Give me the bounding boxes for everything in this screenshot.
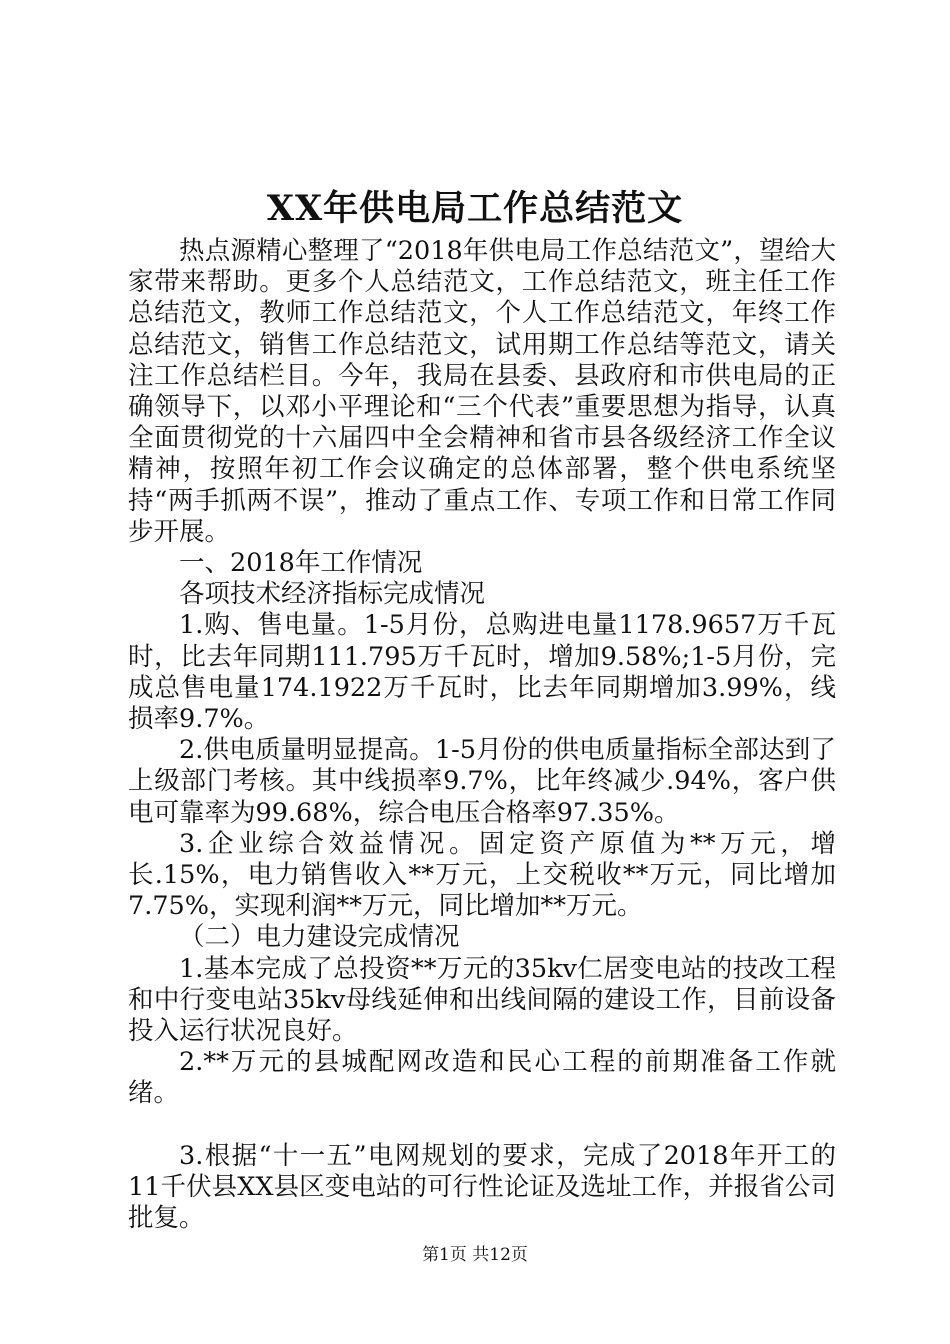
paragraph-item-2: 2.供电质量明显提高。1-5月份的供电质量指标全部达到了上级部门考核。其中线损率9.7%，比年终减少.94%，客户供电可靠率为99.68%，综合电压合格率97.35%。 (128, 735, 836, 828)
construction-item-2: 2.**万元的县城配网改造和民心工程的前期准备工作就绪。 (128, 1047, 836, 1109)
document-title: XX年供电局工作总结范文 (266, 188, 684, 229)
page-number-footer: 第1页 共12页 (422, 1245, 528, 1265)
construction-item-1: 1.基本完成了总投资**万元的35kv仁居变电站的技改工程和中行变电站35kv母线延伸和出线间隔的建设工作，目前设备投入运行状况良好。 (128, 953, 836, 1047)
section-heading-2: （二）电力建设完成情况 (179, 922, 460, 953)
paragraph-item-3: 3.企业综合效益情况。固定资产原值为**万元，增长.15%，电力销售收入**万元，上交税收**万元，同比增加7.75%，实现利润**万元，同比增加**万元。 (128, 828, 836, 922)
subsection-heading: 各项技术经济指标完成情况 (179, 579, 486, 610)
document-body (128, 236, 836, 1234)
paragraph-item-1: 1.购、售电量。1-5月份，总购进电量1178.9657万千瓦时，比去年同期111.795万千瓦时，增加9.58%;1-5月份，完成总售电量174.1922万千瓦时，比去年同期增加3.99%，线损率9.7%。 (128, 610, 836, 735)
section-heading-1: 一、2018年工作情况 (179, 548, 423, 579)
intro-paragraph: 热点源精心整理了“2018年供电局工作总结范文”，望给大家带来帮助。更多个人总结范文，工作总结范文，班主任工作总结范文，教师工作总结范文，个人工作总结范文，年终工作总结范文，销售工作总结范文，试用期工作总结等范文，请关注工作总结栏目。今年，我局在县委、县政府和市供电局的正确领导下，以邓小平理论和“三个代表”重要思想为指导，认真全面贯彻党的十六届四中全会精神和省市县各级经济工作全议精神，按照年初工作会议确定的总体部署，整个供电系统坚持“两手抓两不误”，推动了重点工作、专项工作和日常工作同步开展。 (128, 236, 836, 547)
construction-item-3: 3.根据“十一五”电网规划的要求，完成了2018年开工的11千伏县XX县区变电站的可行性论证及选址工作，并报省公司批复。 (128, 1140, 836, 1234)
